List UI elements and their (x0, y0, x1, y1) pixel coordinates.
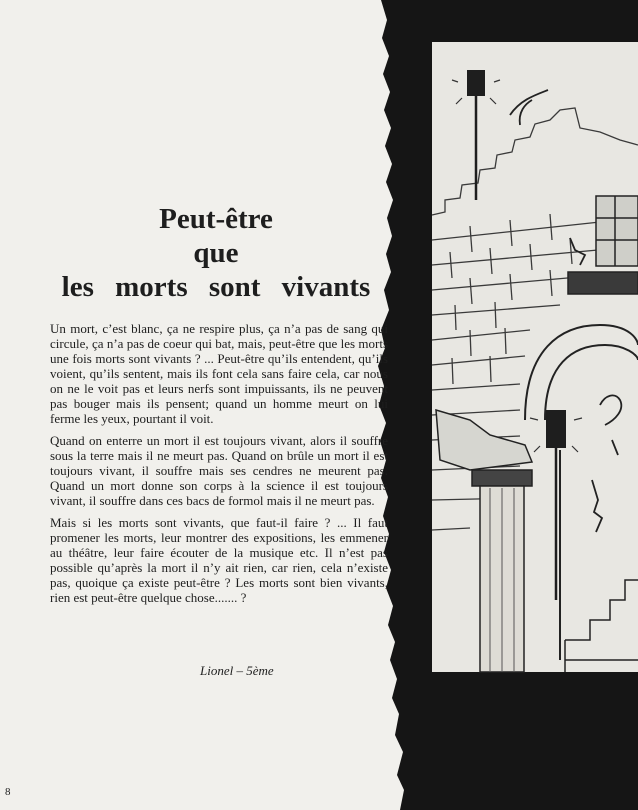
paragraph-2: Quand on enterre un mort il est toujours vivant, alors il souffre sous la terre mais il ne meurt pas. Quand on brûle un mort il est toujours vivant, il souffre mais ses cendres ne meurent pas. Quand un mort donne son corps à la science il est toujours vivant, il souffre dans ces bacs de formol mais il ne meurt pas. (50, 433, 388, 508)
page-number: 8 (5, 786, 11, 798)
article-title-line-3: les morts sont vivants (61, 271, 371, 303)
article-title-line-1: Peut-être (159, 203, 273, 235)
paragraph-1: Un mort, c’est blanc, ça ne respire plus, ça n’a pas de sang qui circule, ça n’a pas de coeur qui bat, mais, peut-être que les morts une fois morts sont vivants ? ... Peut-être qu’ils entendent, qu’ils voient, qu’ils sentent, mais ils font cela sans faire cela, car nous on ne le voit pas et leurs nerfs sont impuissants, ils ne peuvent pas bouger mais ils pensent; quand un homme meurt on lui ferme les yeux, pourtant il voit. (50, 321, 388, 426)
article-title-line-2: que (193, 237, 239, 269)
paragraph-3: Mais si les morts sont vivants, que faut-il faire ? ... Il faut promener les morts, leur montrer des expositions, les emmener au théâtre, leur faire écouter de la musique etc. Il n’est pas possible qu’après la mort il n’y ait rien, car rien, cela n’existe pas, quoique ça existe peut-être ? Les morts sont bien vivants, rien est peut-être quelque chose....... ? (50, 515, 388, 605)
article-body (50, 321, 388, 612)
author-signature: Lionel – 5ème (200, 663, 274, 678)
